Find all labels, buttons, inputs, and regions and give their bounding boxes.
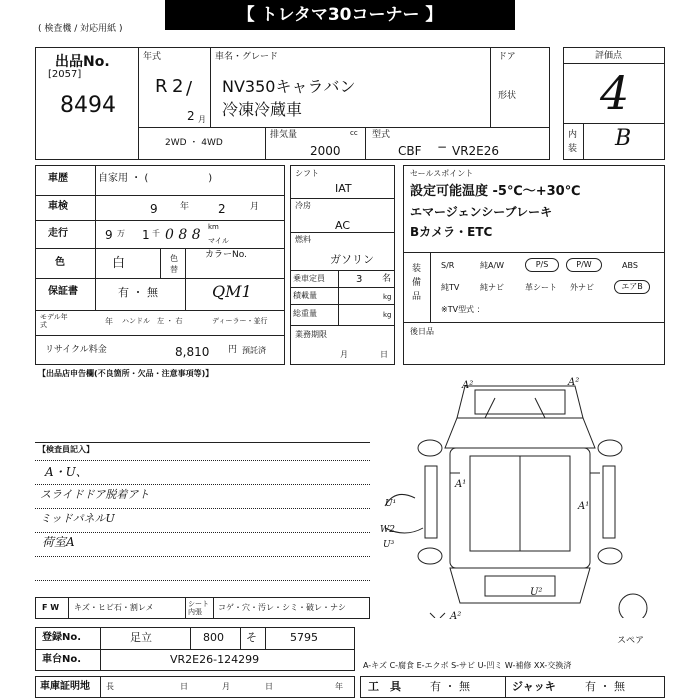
recycle-note: 預託済: [242, 346, 266, 355]
equip-sr: S/R: [441, 261, 455, 270]
recycle-unit: 円: [228, 345, 238, 355]
mark-side-u1: U¹: [385, 499, 397, 509]
chassis-value: VR2E26-124299: [170, 653, 260, 666]
fw-items: キズ・ヒビ石・割レメ: [74, 603, 154, 612]
inspection-label: 車検: [48, 201, 68, 212]
tools-value: 有 ・ 無: [430, 680, 470, 693]
mark-roof-left: A¹: [455, 479, 467, 490]
jack-label: ジャッキ: [512, 680, 556, 693]
weight-label: 総重量: [293, 309, 317, 318]
color-value: 白: [112, 256, 126, 271]
spare-label: スペア: [617, 636, 645, 646]
certificate-cell-2: 日: [180, 682, 188, 691]
month-value: 2: [187, 109, 195, 123]
fw-label: F W: [42, 603, 60, 612]
model-prefix: CBF: [398, 144, 422, 158]
expiry-unit: 月: [340, 350, 348, 359]
sales-point-line-1: 設定可能温度 -5℃～+30℃: [410, 184, 581, 199]
load-unit: kg: [383, 293, 392, 301]
mileage-man-unit: 万: [117, 229, 125, 238]
equipment-label: 装備品: [412, 264, 422, 302]
drive-type: 2WD ・ 4WD: [165, 138, 223, 148]
load-label: 積載量: [293, 291, 317, 300]
equip-tv: 純TV: [441, 283, 460, 292]
color-code-label: カラーNo.: [205, 250, 247, 260]
mileage-sen: 1: [142, 228, 150, 242]
expiry-label: 業務期限: [295, 330, 327, 339]
model-value: VR2E26: [452, 144, 500, 158]
shape-label: 形状: [498, 91, 517, 101]
color-change-label: 色替: [170, 254, 178, 274]
month-unit: 月: [198, 115, 206, 124]
equip-tv-note: ※TV型式 ：: [441, 305, 485, 314]
mileage-digits: 0 8 8: [165, 227, 201, 243]
interior-value: B: [615, 126, 632, 151]
warranty-value: 有 ・ 無: [118, 286, 158, 299]
mark-rear-u2: U²: [530, 587, 543, 598]
sales-point-line-2: エマージェンシーブレーキ: [410, 205, 553, 219]
inspector-note-3: ミッドパネルU: [40, 512, 115, 525]
dealer-info: ディーラー・並行: [212, 317, 268, 325]
inspector-label: 【検査員記入】: [38, 445, 94, 454]
registration-place: 足立: [130, 631, 152, 644]
history-value: 自家用 ・ ( ): [98, 173, 213, 184]
capacity-unit: 名: [382, 274, 392, 284]
equip-abs: ABS: [622, 261, 638, 270]
shift-label: シフト: [295, 169, 319, 178]
aircon-value: AC: [335, 219, 351, 232]
history-label: 車歴: [48, 173, 68, 184]
name-label: 車名・グレード: [215, 52, 279, 62]
score-value: 4: [600, 66, 630, 120]
mileage-label: 走行: [48, 228, 68, 239]
equip-aw: 純A/W: [480, 261, 505, 270]
inspector-note-4: 荷室A: [42, 535, 75, 549]
seat-items: コゲ・穴・汚レ・シミ・破レ・ナシ: [218, 603, 346, 612]
recycle-value: 8,810: [175, 345, 210, 359]
lot-label: 出品No.: [55, 54, 110, 70]
shift-value: IAT: [335, 182, 352, 195]
tools-label: 工 具: [368, 680, 401, 693]
door-label: ドア: [498, 52, 516, 62]
certificate-label: 車庫証明地: [40, 681, 90, 692]
expiry-unit2: 日: [380, 350, 388, 359]
model-label: 型式: [372, 130, 391, 140]
registration-class: 800: [203, 631, 224, 644]
certificate-cell-5: 年: [335, 682, 343, 691]
sales-point-label: セールスポイント: [410, 169, 474, 178]
interior-label: 内装: [568, 130, 578, 154]
certificate-cell-1: 長: [106, 682, 114, 691]
fuel-label: 燃料: [295, 235, 311, 244]
sales-point-line-3: Bカメラ・ETC: [410, 225, 493, 239]
inspection-month-unit: 月: [250, 202, 260, 212]
vehicle-grade: 冷凍冷蔵車: [222, 100, 303, 119]
seat-label: シート内張: [188, 600, 209, 616]
equip-leather: 革シート: [525, 283, 557, 292]
mark-front-right: A²: [568, 377, 580, 388]
score-label: 評価点: [595, 51, 623, 61]
model-dash: −: [437, 140, 448, 154]
lot-number: 8494: [60, 93, 116, 118]
equip-pw: P/W: [566, 258, 602, 272]
cc-label: cc: [350, 129, 358, 137]
year-slash: /: [186, 78, 193, 99]
model-year-unit: 年: [105, 317, 113, 326]
color-code: QM1: [212, 282, 252, 301]
mileage-sen-unit: 千: [152, 229, 160, 238]
lot-sub: [2057]: [48, 69, 82, 80]
displacement-value: 2000: [310, 144, 341, 158]
year-era: R: [155, 76, 168, 97]
year-value: 2: [172, 76, 184, 97]
jack-value: 有 ・ 無: [585, 680, 625, 693]
certificate-cell-3: 月: [222, 682, 230, 691]
capacity-value: 3: [356, 274, 363, 285]
inspection-year: 9: [150, 202, 158, 216]
inspection-month: 2: [218, 202, 226, 216]
warranty-label: 保証書: [48, 286, 78, 297]
damage-legend: A-キズ C-腐食 E-エクボ S-サビ U-凹ミ W-補修 XX-交換済: [363, 661, 572, 670]
registration-label: 登録No.: [42, 632, 82, 643]
registration-kana: そ: [246, 631, 257, 644]
equip-ext-navi: 外ナビ: [570, 283, 594, 292]
equip-navi: 純ナビ: [480, 283, 504, 292]
chassis-label: 車台No.: [42, 654, 82, 665]
mark-rear-a2: A²: [450, 611, 462, 622]
year-label: 年式: [143, 52, 162, 62]
vehicle-name: NV350キャラバン: [222, 77, 356, 96]
handle-info: ハンドル 左 ・ 右: [122, 317, 183, 325]
mark-side-w2: W2: [380, 525, 395, 535]
mileage-mile: マイル: [208, 237, 229, 245]
form-subnote: ( 検査機 / 対応用紙 ): [38, 24, 123, 34]
fuel-value: ガソリン: [330, 253, 374, 266]
damage-diagram: [375, 378, 665, 618]
mark-front-left: A²: [462, 380, 474, 391]
seller-note-label: 【出品店申告欄(不良箇所・欠品・注意事項等)】: [38, 369, 214, 378]
weight-unit: kg: [383, 311, 392, 319]
equip-airbag: エアB: [614, 280, 650, 294]
mileage-man: 9: [105, 228, 113, 242]
inspector-note-2: スライドドア脱着アト: [40, 488, 150, 501]
mark-roof-right: A¹: [578, 501, 590, 512]
equip-ps: P/S: [525, 258, 559, 272]
mark-side-u3: U³: [383, 540, 395, 550]
model-year-label: モデル年式: [40, 313, 68, 329]
capacity-label: 乗車定員: [293, 274, 325, 283]
sheet-title: 【 トレタマ30コーナー 】: [165, 0, 515, 30]
color-label: 色: [55, 257, 65, 268]
post-label: 後日品: [410, 327, 434, 336]
recycle-label: リサイクル料金: [45, 345, 107, 355]
certificate-cell-4: 日: [265, 682, 273, 691]
mileage-km: km: [208, 223, 219, 231]
displacement-label: 排気量: [270, 130, 298, 140]
inspection-year-unit: 年: [180, 202, 190, 212]
inspector-note-1: A・U、: [45, 465, 88, 479]
aircon-label: 冷房: [295, 201, 311, 210]
registration-number: 5795: [290, 631, 318, 644]
